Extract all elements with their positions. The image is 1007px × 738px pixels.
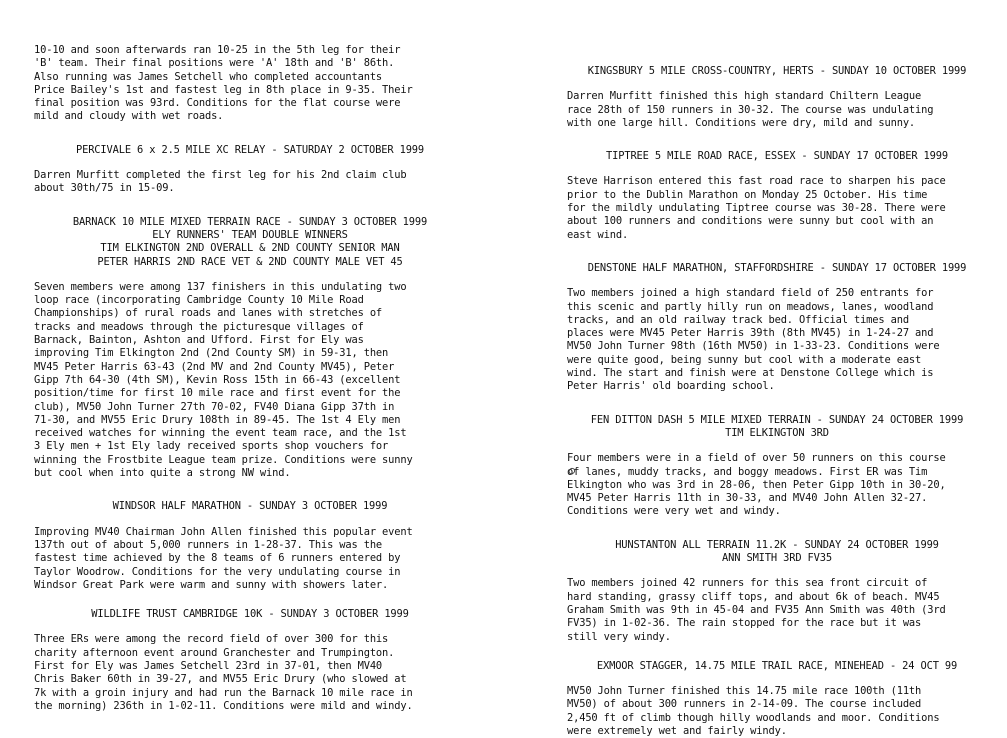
windsor-heading: WINDSOR HALF MARATHON - SUNDAY 3 OCTOBER 1999: [112, 500, 388, 513]
wildlife-paragraph: Three ERs were among the record field of over 300 for this charity afternoon event around Granchester and Trumpington. First for Ely was James Setchell 23rd in 37-01, then MV40 Chris Baker 60th in 39-27, and MV55 Eric Drury (who slowed at 7k with a groin injury and had run the Barnack 10 mile race in the morning) 236th in 1-02-11. Conditions were mild and windy.: [34, 633, 413, 712]
exmoor-paragraph: MV50 John Turner finished this 14.75 mile race 100th (11th MV50) of about 300 runners in 2-14-09. The course included 2,450 ft of climb though hilly woodlands and moor. Conditions were extremely wet and fairly windy.: [567, 685, 940, 737]
windsor-paragraph: Improving MV40 Chairman John Allen finished this popular event 137th out of about 5,000 runners in 1-28-37. This was the fastest time achieved by the 8 teams of 6 runners entered by Taylor Woodrow. Conditions for the very undulating course in Windsor Great Park were warm and sunny with showers later.: [34, 525, 413, 591]
intro-paragraph: 10-10 and soon afterwards ran 10-25 in the 5th leg for their 'B' team. Their final positions were 'A' 18th and 'B' 86th. Also running was James Setchell who completed accountants Price Bailey's 1st and fastest leg in 8th place in 9-35. Their final position was 93rd. Conditions for the flat course were mild and cloudy with wet roads.: [34, 44, 413, 123]
fenditton-paragraph: Four members were in a field of over 50 runners on this course of lanes, muddy tracks, and boggy meadows. First ER was Tim Elkington who was 3rd in 28-06, then Peter Gipp 10th in 30-20, MV45 Peter Harris 11th in 30-33, and MV40 John Allen 32-27. Conditions were very wet and windy.: [567, 452, 946, 518]
tiptree-paragraph: Steve Harrison entered this fast road race to sharpen his pace prior to the Dublin Marathon on Monday 25 October. His time for the mildly undulating Tiptree course was 30-28. There were about 100 runners and conditions were sunny but cool with an east wind.: [567, 175, 946, 241]
fenditton-heading: FEN DITTON DASH 5 MILE MIXED TERRAIN - SUNDAY 24 OCTOBER 1999 TIM ELKINGTON 3RD: [590, 413, 964, 439]
exmoor-heading: EXMOOR STAGGER, 14.75 MILE TRAIL RACE, MINEHEAD - 24 OCT 99: [596, 659, 958, 672]
hunstanton-paragraph: Two members joined 42 runners for this sea front circuit of hard standing, grassy cliff tops, and about 6k of beach. MV45 Graham Smith was 9th in 45-04 and FV35 Ann Smith was 40th (3rd FV35) in 1-02-36. The rain stopped for the race but it was still very windy.: [567, 577, 946, 643]
denstone-heading: DENSTONE HALF MARATHON, STAFFORDSHIRE - SUNDAY 17 OCTOBER 1999: [587, 261, 967, 274]
left-column: [34, 44, 466, 713]
tiptree-heading: TIPTREE 5 MILE ROAD RACE, ESSEX - SUNDAY 17 OCTOBER 1999: [606, 150, 948, 163]
percivale-paragraph: Darren Murfitt completed the first leg for his 2nd claim club about 30th/75 in 15-09.: [34, 169, 407, 195]
right-column: [567, 65, 987, 738]
hunstanton-heading: HUNSTANTON ALL TERRAIN 11.2K - SUNDAY 24 OCTOBER 1999 ANN SMITH 3RD FV35: [615, 538, 939, 565]
kingsbury-heading: KINGSBURY 5 MILE CROSS-COUNTRY, HERTS - SUNDAY 10 OCTOBER 1999: [587, 65, 967, 77]
barnack-paragraph: Seven members were among 137 finishers in this undulating two loop race (incorporating Cambridge County 10 Mile Road Championships) of rural roads and lanes with stretches of tracks and meadows through the picturesque villages of Barnack, Bainton, Ashton and Ufford. First for Ely was improving Tim Elkington 2nd (2nd County SM) in 59-31, then MV45 Peter Harris 63-43 (2nd MV and 2nd County MV45), Peter Gipp 7th 64-30 (4th SM), Kevin Ross 15th in 66-43 (excellent position/time for first 10 mile race and first event for the club), MV50 John Turner 27th 70-02, FV40 Diana Gipp 37th in 71-30, and MV55 Eric Drury 108th in 89-45. The 1st 4 Ely men received watches for winning the event team race, and the 1st 3 Ely men + 1st Ely lady received sports shop vouchers for winning the Frostbite League team prize. Conditions were sunny but cool when into quite a strong NW wind.: [34, 280, 413, 480]
wildlife-heading: WILDLIFE TRUST CAMBRIDGE 10K - SUNDAY 3 OCTOBER 1999: [91, 608, 409, 621]
scan-speck-icon: [567, 466, 577, 476]
denstone-paragraph: Two members joined a high standard field of 250 entrants for this scenic and partly hilly run on meadows, lanes, woodland tracks, and an old railway track bed. Official times and places were MV45 Peter Harris 39th (8th MV45) in 1-24-27 and MV50 John Turner 98th (16th MV50) in 1-33-23. Conditions were were quite good, being sunny but cool with a moderate east wind. The start and finish were at Denstone College which is Peter Harris' old boarding school.: [567, 287, 940, 393]
barnack-heading: BARNACK 10 MILE MIXED TERRAIN RACE - SUNDAY 3 OCTOBER 1999 ELY RUNNERS' TEAM DOUBLE WINNERS TIM ELKINGTON 2ND OVERALL & 2ND COUNTY SENIOR MAN PETER HARRIS 2ND RACE VET & 2ND COUNTY MALE VET 45: [72, 215, 428, 268]
kingsbury-paragraph: Darren Murfitt finished this high standard Chiltern League race 28th of 150 runners in 30-32. The course was undulating with one large hill. Conditions were dry, mild and sunny.: [567, 90, 934, 129]
percivale-heading: PERCIVALE 6 x 2.5 MILE XC RELAY - SATURDAY 2 OCTOBER 1999: [75, 143, 425, 156]
